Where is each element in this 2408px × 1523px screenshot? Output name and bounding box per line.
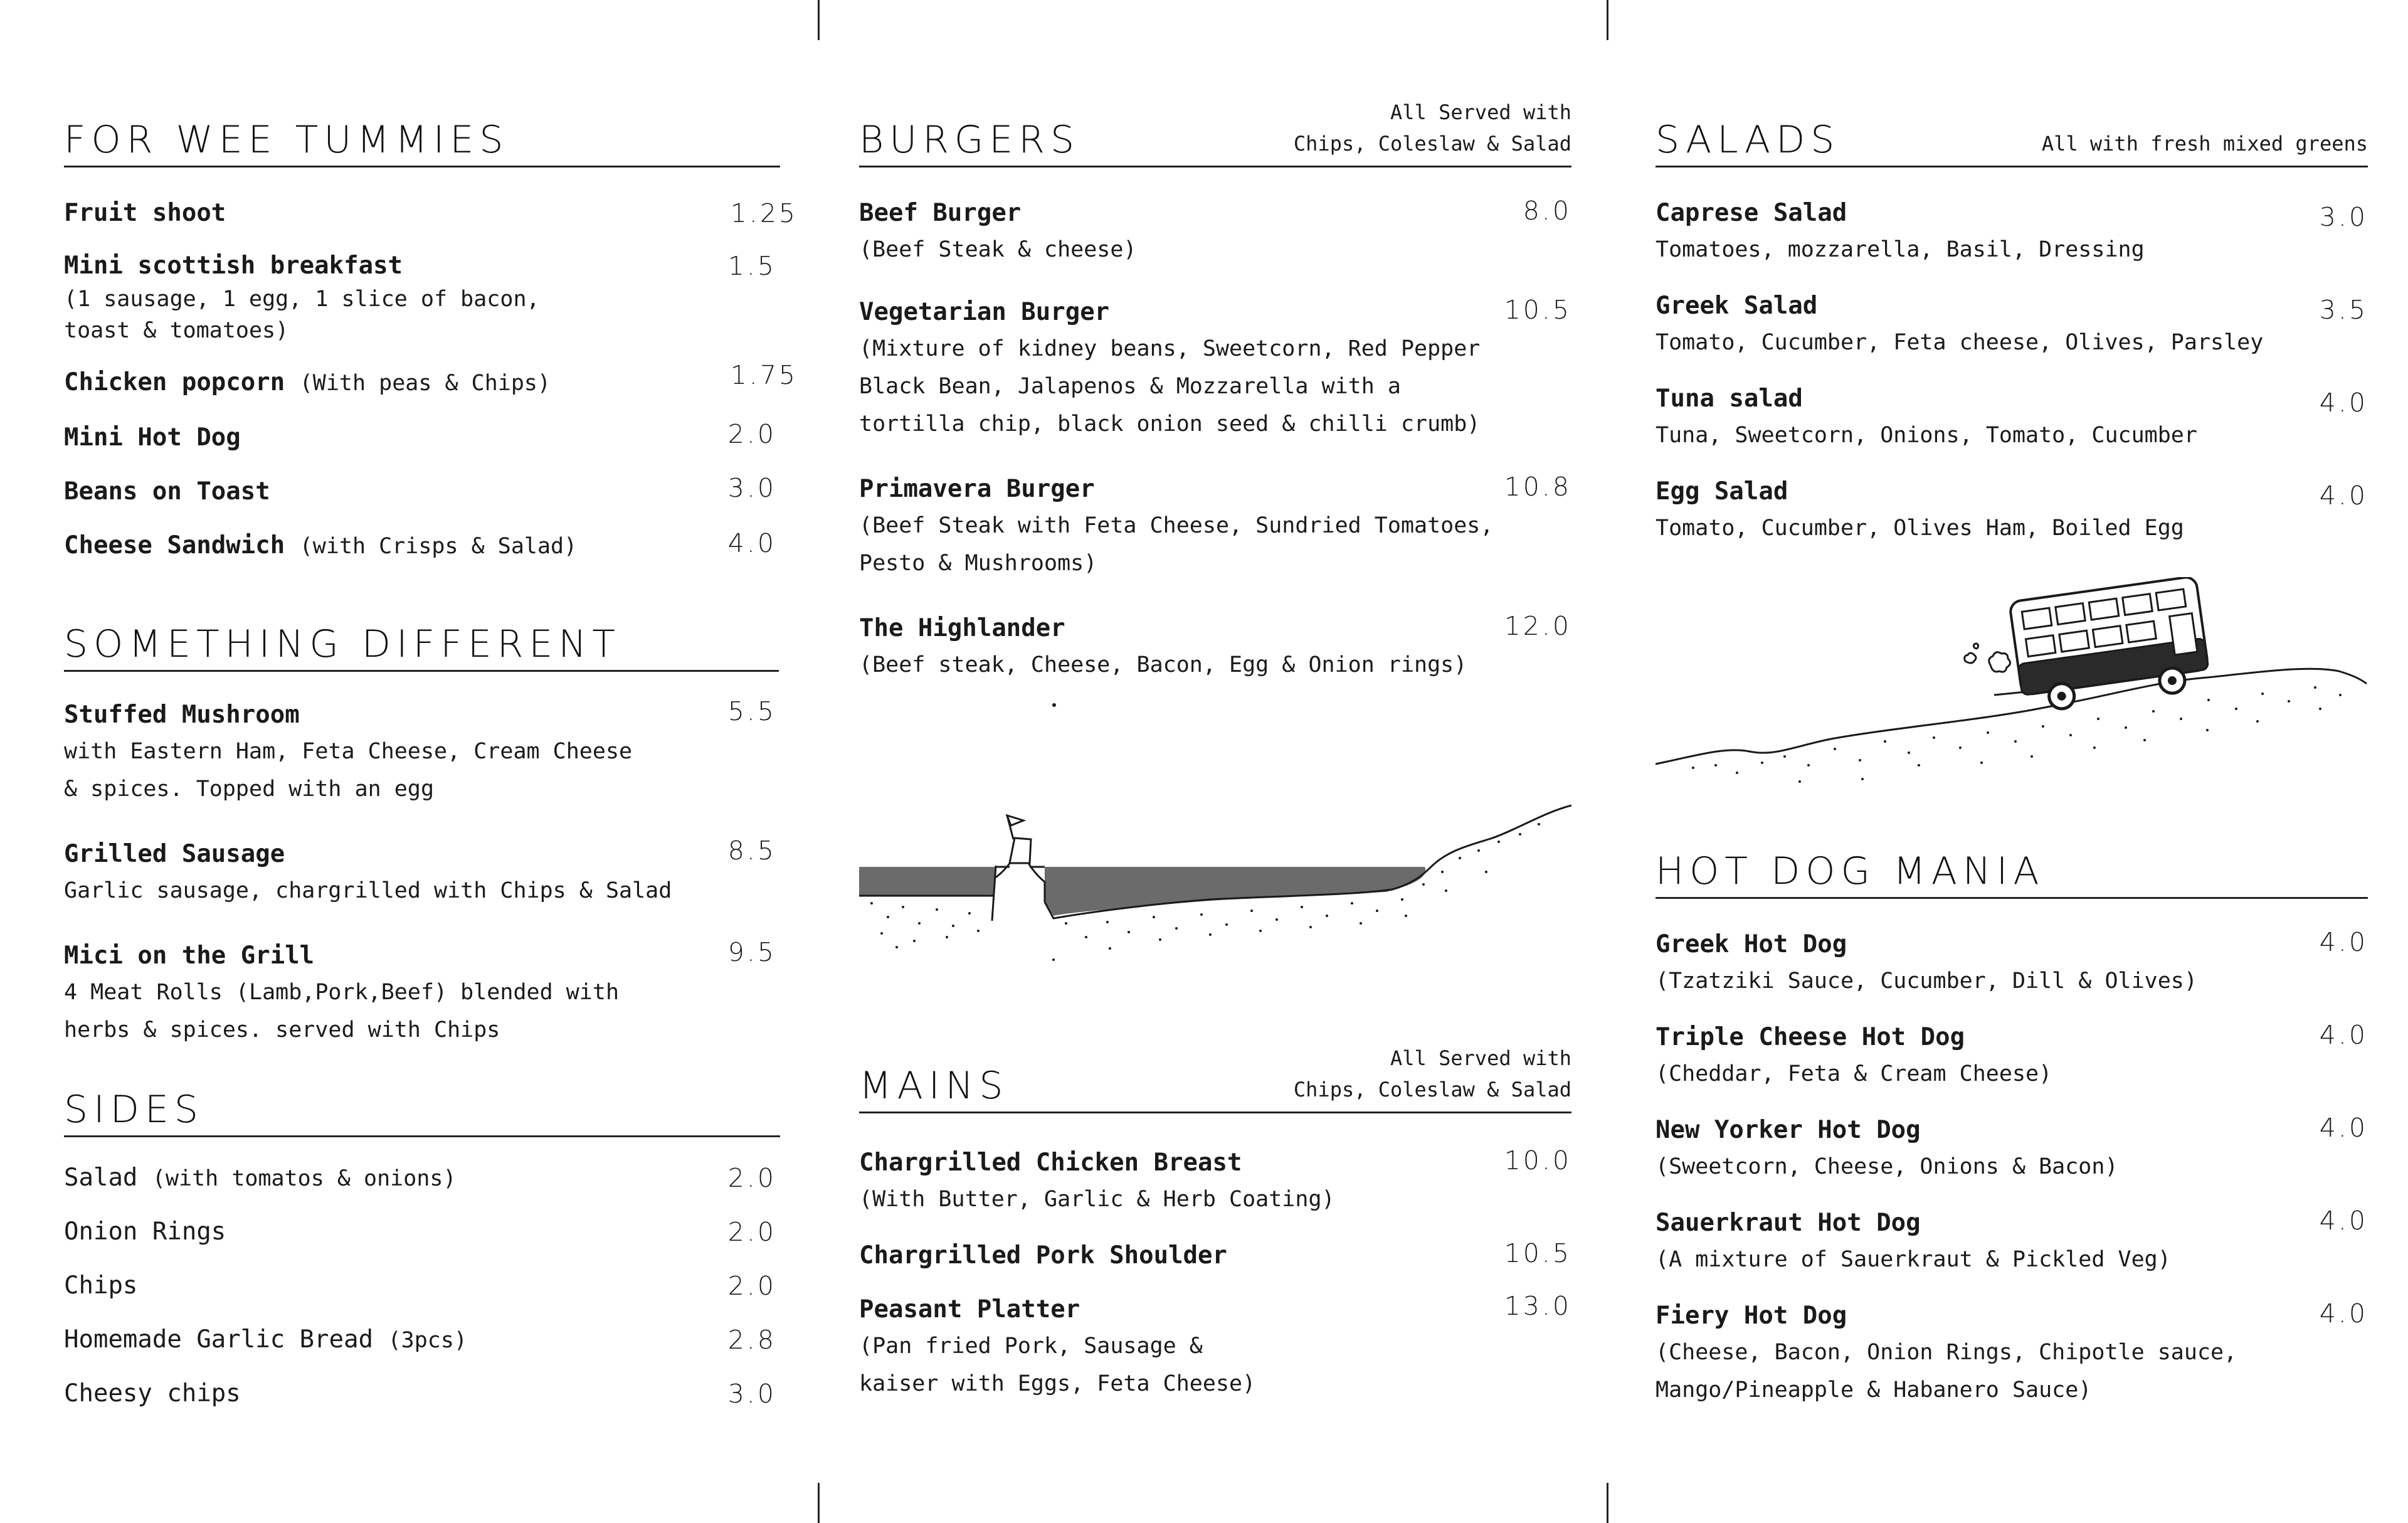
menu-item <box>859 1145 1571 1218</box>
menu-item <box>859 1238 1571 1273</box>
item-price: 8.5 <box>727 836 776 866</box>
menu-item <box>1656 927 2368 1000</box>
menu-item <box>64 420 776 455</box>
section-title: BURGERS <box>859 118 1080 162</box>
item-description: Black Bean, Jalapenos & Mozzarella with a <box>859 374 1401 399</box>
item-name: Chicken popcorn (With peas & Chips) <box>64 368 551 396</box>
item-price: 3.0 <box>727 1379 776 1409</box>
item-price: 2.0 <box>727 1163 776 1193</box>
menu-item <box>1656 196 2368 268</box>
menu-item <box>859 196 1571 268</box>
item-name: Greek Hot Dog <box>1656 930 1847 958</box>
section-header <box>859 1046 1571 1113</box>
item-price: 4.0 <box>2319 1206 2368 1236</box>
item-price: 4.0 <box>2319 1113 2368 1143</box>
menu-item <box>1656 381 2368 454</box>
section-header <box>1656 839 2368 899</box>
item-price: 2.8 <box>727 1325 776 1355</box>
item-name: Caprese Salad <box>1656 199 1847 227</box>
item-price: 5.5 <box>727 696 776 726</box>
menu-item <box>859 611 1571 684</box>
item-price: 4.0 <box>2319 1298 2368 1329</box>
item-name: Vegetarian Burger <box>859 298 1110 326</box>
menu-item <box>1656 289 2368 361</box>
item-description: & spices. Topped with an egg <box>64 777 435 802</box>
item-price: 10.8 <box>1504 472 1571 502</box>
item-price: 2.0 <box>727 1271 776 1301</box>
item-name: Mini Hot Dog <box>64 423 241 452</box>
item-name: Chargrilled Chicken Breast <box>859 1149 1242 1177</box>
section-title: SALADS <box>1656 118 1840 162</box>
item-price: 12.0 <box>1504 611 1571 641</box>
section-header <box>64 612 779 672</box>
menu-item <box>64 1376 776 1411</box>
item-description: (Tzatziki Sauce, Cucumber, Dill & Olives) <box>1656 968 2197 994</box>
sand-dots <box>1692 686 2342 783</box>
item-description: (Cheddar, Feta & Cream Cheese) <box>1656 1061 2052 1086</box>
item-description: toast & tomatoes) <box>64 318 289 343</box>
menu-item <box>1656 474 2368 547</box>
item-description: Tomato, Cucumber, Feta cheese, Olives, Parsley <box>1656 330 2264 355</box>
menu-item <box>64 474 776 509</box>
menu-item <box>64 1268 776 1303</box>
item-name: Salad (with tomatos & onions) <box>64 1164 457 1192</box>
section-header <box>64 108 780 167</box>
item-price: 3.0 <box>2319 202 2368 232</box>
item-name: Egg Salad <box>1656 477 1788 506</box>
item-price: 3.5 <box>2319 295 2368 325</box>
flag-icon <box>1007 815 1023 839</box>
menu-item <box>1656 1206 2368 1278</box>
section-header <box>859 100 1571 167</box>
item-price: 1.75 <box>730 360 798 390</box>
item-price: 1.25 <box>730 198 798 228</box>
section-header <box>64 1078 780 1137</box>
item-name: Stuffed Mushroom <box>64 701 300 729</box>
menu-item <box>1656 1020 2368 1093</box>
item-description: with Eastern Ham, Feta Cheese, Cream Cheese <box>64 739 633 764</box>
item-name: Onion Rings <box>64 1218 226 1246</box>
item-name: Cheese Sandwich (with Crisps & Salad) <box>64 531 578 560</box>
item-description: (Beef steak, Cheese, Bacon, Egg & Onion rings) <box>859 652 1467 677</box>
menu-item <box>64 1322 776 1358</box>
item-description: Tomato, Cucumber, Olives Ham, Boiled Egg <box>1656 516 2184 541</box>
fold-mark-top-right <box>1607 0 1608 40</box>
menu-item <box>64 528 776 564</box>
section-header <box>1656 108 2368 167</box>
item-price: 1.5 <box>727 251 776 281</box>
section-title: FOR WEE TUMMIES <box>64 118 509 162</box>
item-description: kaiser with Eggs, Feta Cheese) <box>859 1371 1256 1396</box>
menu-item <box>859 472 1571 582</box>
item-description: Garlic sausage, chargrilled with Chips & Salad <box>64 878 672 903</box>
item-name: Homemade Garlic Bread (3pcs) <box>64 1325 468 1354</box>
menu-item <box>64 1214 776 1250</box>
item-description: 4 Meat Rolls (Lamb,Pork,Beef) blended with <box>64 980 620 1005</box>
item-price: 9.5 <box>727 937 776 967</box>
item-price: 10.0 <box>1504 1145 1571 1175</box>
menu-item <box>64 360 798 401</box>
item-name: Beans on Toast <box>64 477 270 506</box>
item-price: 4.0 <box>2319 388 2368 418</box>
menu-item <box>859 1292 1571 1403</box>
item-description: Mango/Pineapple & Habanero Sauce) <box>1656 1377 2092 1403</box>
fold-mark-bottom-right <box>1607 1483 1608 1523</box>
item-price: 4.0 <box>727 528 776 558</box>
lake-landscape-illustration <box>859 690 1571 979</box>
double-decker-bus-illustration <box>1656 577 2368 803</box>
item-name: Triple Cheese Hot Dog <box>1656 1023 1965 1051</box>
menu-item <box>64 248 776 346</box>
menu-item <box>1656 1113 2368 1186</box>
item-price: 4.0 <box>2319 1020 2368 1050</box>
section-note: All Served with Chips, Coleslaw & Salad <box>1293 100 1571 156</box>
fold-mark-bottom-left <box>818 1483 820 1523</box>
bus-exhaust-puffs <box>1965 644 2010 672</box>
item-name: The Highlander <box>859 614 1065 642</box>
item-description: (Sweetcorn, Cheese, Onions & Bacon) <box>1656 1154 2118 1179</box>
item-description: (Beef Steak with Feta Cheese, Sundried Tomatoes, <box>859 513 1494 538</box>
item-name: Mini scottish breakfast <box>64 252 403 280</box>
item-price: 4.0 <box>2319 927 2368 957</box>
item-description: (Pan fried Pork, Sausage & <box>859 1334 1203 1359</box>
section-title: MAINS <box>859 1064 1009 1108</box>
menu-item <box>64 698 776 808</box>
item-name: Primavera Burger <box>859 475 1095 503</box>
item-name: Greek Salad <box>1656 292 1818 320</box>
item-price: 2.0 <box>727 1217 776 1247</box>
lake-water-left <box>859 867 996 896</box>
menu-item <box>64 1160 776 1196</box>
item-price: 2.0 <box>727 419 776 449</box>
item-name: Chargrilled Pork Shoulder <box>859 1241 1227 1270</box>
item-name: Chips <box>64 1271 138 1300</box>
menu-item <box>859 295 1571 443</box>
section-title: HOT DOG MANIA <box>1656 849 2045 893</box>
item-name: New Yorker Hot Dog <box>1656 1116 1921 1144</box>
item-name: Fiery Hot Dog <box>1656 1302 1847 1330</box>
item-name: Mici on the Grill <box>64 942 315 970</box>
section-note: All with fresh mixed greens <box>2041 132 2368 156</box>
item-name: Cheesy chips <box>64 1379 241 1408</box>
item-description: (Beef Steak & cheese) <box>859 237 1137 262</box>
item-description: (Cheese, Bacon, Onion Rings, Chipotle sauce, <box>1656 1340 2237 1365</box>
item-description: tortilla chip, black onion seed & chilli crumb) <box>859 411 1481 437</box>
item-name: Beef Burger <box>859 199 1022 227</box>
item-description: (With Butter, Garlic & Herb Coating) <box>859 1187 1335 1212</box>
section-title: SOMETHING DIFFERENT <box>64 622 621 666</box>
item-name: Tuna salad <box>1656 385 1803 413</box>
menu-item <box>64 196 798 231</box>
fold-mark-top-left <box>818 0 820 40</box>
section-note: All Served with Chips, Coleslaw & Salad <box>1293 1046 1571 1101</box>
item-description: herbs & spices. served with Chips <box>64 1017 500 1043</box>
section-title: SIDES <box>64 1088 204 1132</box>
item-description: Tomatoes, mozzarella, Basil, Dressing <box>1656 237 2145 262</box>
item-description: Tuna, Sweetcorn, Onions, Tomato, Cucumber <box>1656 423 2197 448</box>
item-price: 10.5 <box>1504 295 1571 325</box>
menu-item <box>64 938 776 1049</box>
item-description: (Mixture of kidney beans, Sweetcorn, Red Pepper <box>859 336 1481 361</box>
item-name: Peasant Platter <box>859 1295 1080 1324</box>
menu-item <box>64 837 776 910</box>
item-price: 13.0 <box>1504 1291 1571 1321</box>
item-description: Pesto & Mushrooms) <box>859 551 1097 576</box>
item-price: 3.0 <box>727 473 776 503</box>
menu-item <box>1656 1298 2368 1409</box>
item-price: 10.5 <box>1504 1238 1571 1268</box>
item-description: (1 sausage, 1 egg, 1 slice of bacon, <box>64 287 540 312</box>
item-name: Sauerkraut Hot Dog <box>1656 1209 1921 1237</box>
item-name: Grilled Sausage <box>64 840 285 868</box>
item-description: (A mixture of Sauerkraut & Pickled Veg) <box>1656 1247 2171 1272</box>
item-price: 4.0 <box>2319 480 2368 511</box>
item-name: Fruit shoot <box>64 199 226 227</box>
item-price: 8.0 <box>1523 196 1571 226</box>
